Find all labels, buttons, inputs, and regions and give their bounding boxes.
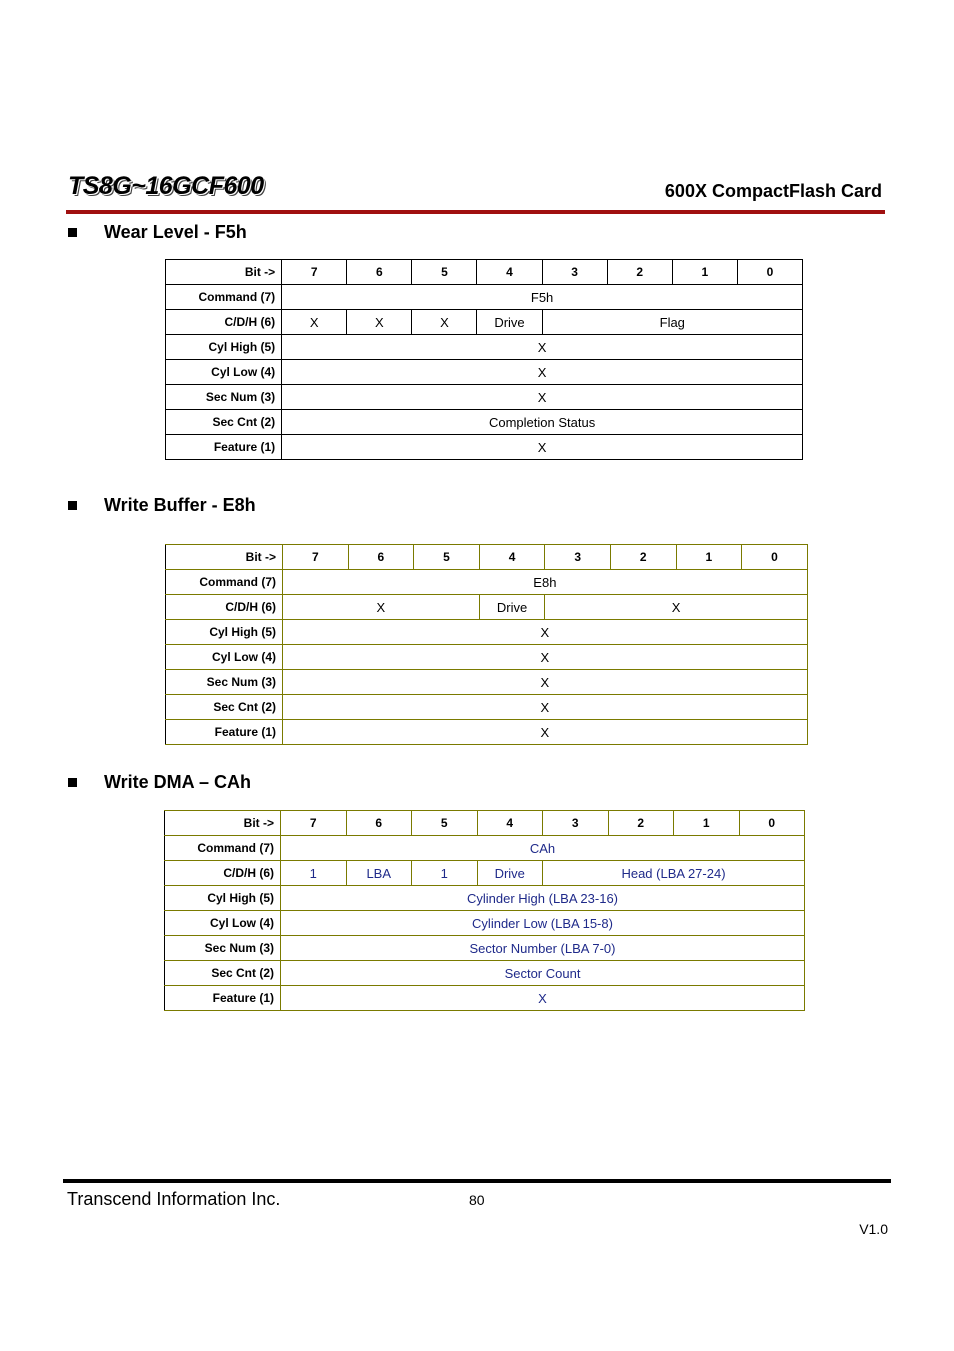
- bit-cell: 3: [543, 811, 609, 836]
- row-label: C/D/H (6): [166, 595, 283, 620]
- row-label: Cyl Low (4): [166, 645, 283, 670]
- row-label: Cyl High (5): [166, 620, 283, 645]
- bit-header-row: [166, 260, 803, 285]
- table-row: [166, 645, 808, 670]
- bullet-icon: [68, 228, 77, 237]
- section-heading-write-dma: [68, 772, 251, 793]
- register-value: Sector Count: [281, 961, 805, 986]
- row-label: Sec Cnt (2): [165, 961, 281, 986]
- bit-cell: 7: [283, 545, 349, 570]
- bit-cell: 2: [607, 260, 672, 285]
- bullet-icon: [68, 501, 77, 510]
- table-row: [166, 410, 803, 435]
- section-heading-wear-level: [68, 222, 247, 243]
- row-label: Command (7): [165, 836, 281, 861]
- header-rule: [66, 210, 885, 214]
- table-row: [165, 961, 805, 986]
- row-label: Sec Num (3): [166, 385, 282, 410]
- bit-label: Bit ->: [165, 811, 281, 836]
- table-row: [165, 986, 805, 1011]
- row-label: Sec Cnt (2): [166, 695, 283, 720]
- document-title: TS8G~16GCF600: [68, 172, 264, 200]
- write-dma-register-table: [164, 810, 805, 1011]
- document-version: V1.0: [859, 1221, 888, 1237]
- table-row: [165, 886, 805, 911]
- register-value: 1: [281, 861, 347, 886]
- row-label: C/D/H (6): [165, 861, 281, 886]
- table-row: [166, 620, 808, 645]
- register-value: X: [282, 435, 803, 460]
- bit-cell: 5: [412, 811, 478, 836]
- bit-cell: 2: [608, 811, 674, 836]
- register-value: CAh: [281, 836, 805, 861]
- table-row: [166, 595, 808, 620]
- section-heading-text: Wear Level - F5h: [104, 222, 247, 242]
- register-value: Completion Status: [282, 410, 803, 435]
- register-value: 1: [412, 861, 478, 886]
- table-row: [165, 936, 805, 961]
- table-row: [166, 285, 803, 310]
- register-value: X: [282, 360, 803, 385]
- row-label: Cyl High (5): [165, 886, 281, 911]
- bit-label: Bit ->: [166, 260, 282, 285]
- bit-cell: 2: [610, 545, 676, 570]
- register-value: Cylinder Low (LBA 15-8): [281, 911, 805, 936]
- register-value: X: [282, 310, 347, 335]
- table-row: [166, 695, 808, 720]
- row-label: Feature (1): [166, 435, 282, 460]
- table-row: [165, 836, 805, 861]
- row-label: Feature (1): [166, 720, 283, 745]
- row-label: C/D/H (6): [166, 310, 282, 335]
- bit-cell: 1: [672, 260, 737, 285]
- bit-cell: 6: [348, 545, 414, 570]
- row-label: Command (7): [166, 570, 283, 595]
- register-value: E8h: [283, 570, 808, 595]
- row-label: Cyl High (5): [166, 335, 282, 360]
- bit-cell: 7: [281, 811, 347, 836]
- bit-cell: 5: [414, 545, 480, 570]
- register-value: X: [412, 310, 477, 335]
- register-value: Head (LBA 27-24): [543, 861, 805, 886]
- document-subtitle: 600X CompactFlash Card: [664, 181, 882, 201]
- register-value: Cylinder High (LBA 23-16): [281, 886, 805, 911]
- table-row: [166, 360, 803, 385]
- table-row: [166, 720, 808, 745]
- register-value: Drive: [477, 861, 543, 886]
- table-row: [166, 435, 803, 460]
- section-heading-write-buffer: [68, 495, 256, 516]
- bit-cell: 4: [477, 260, 542, 285]
- register-value: LBA: [346, 861, 412, 886]
- register-value: X: [283, 670, 808, 695]
- bit-cell: 3: [542, 260, 607, 285]
- bit-cell: 4: [477, 811, 543, 836]
- register-value: Drive: [479, 595, 545, 620]
- register-value: X: [545, 595, 807, 620]
- bit-header-row: [165, 811, 805, 836]
- row-label: Sec Cnt (2): [166, 410, 282, 435]
- bit-cell: 0: [742, 545, 808, 570]
- row-label: Cyl Low (4): [165, 911, 281, 936]
- table-row: [165, 911, 805, 936]
- bit-cell: 0: [737, 260, 802, 285]
- section-heading-text: Write DMA – CAh: [104, 772, 252, 792]
- table-row: [166, 335, 803, 360]
- bullet-icon: [68, 778, 77, 787]
- footer-rule: [63, 1179, 891, 1183]
- bit-cell: 6: [347, 260, 412, 285]
- register-value: X: [281, 986, 805, 1011]
- bit-cell: 1: [676, 545, 742, 570]
- row-label: Sec Num (3): [165, 936, 281, 961]
- register-value: X: [282, 385, 803, 410]
- bit-header-row: [166, 545, 808, 570]
- register-value: X: [283, 720, 808, 745]
- table-row: [166, 570, 808, 595]
- bit-cell: 5: [412, 260, 477, 285]
- register-value: X: [283, 695, 808, 720]
- wear-level-register-table: [165, 259, 803, 460]
- register-value: F5h: [282, 285, 803, 310]
- register-value: Sector Number (LBA 7-0): [281, 936, 805, 961]
- table-row: [166, 670, 808, 695]
- table-row: [166, 385, 803, 410]
- row-label: Sec Num (3): [166, 670, 283, 695]
- table-row: [165, 861, 805, 886]
- row-label: Cyl Low (4): [166, 360, 282, 385]
- bit-cell: 1: [674, 811, 740, 836]
- section-heading-text: Write Buffer - E8h: [104, 495, 256, 515]
- register-value: X: [282, 335, 803, 360]
- register-value: X: [283, 595, 480, 620]
- bit-label: Bit ->: [166, 545, 283, 570]
- register-value: Flag: [542, 310, 802, 335]
- bit-cell: 7: [282, 260, 347, 285]
- register-value: X: [283, 620, 808, 645]
- bit-cell: 3: [545, 545, 611, 570]
- bit-cell: 0: [739, 811, 805, 836]
- page-number: 80: [469, 1192, 485, 1208]
- table-row: [166, 310, 803, 335]
- register-value: Drive: [477, 310, 542, 335]
- bit-cell: 6: [346, 811, 412, 836]
- row-label: Feature (1): [165, 986, 281, 1011]
- register-value: X: [347, 310, 412, 335]
- footer-company: Transcend Information Inc.: [67, 1189, 281, 1209]
- write-buffer-register-table: [165, 544, 808, 745]
- bit-cell: 4: [479, 545, 545, 570]
- register-value: X: [283, 645, 808, 670]
- row-label: Command (7): [166, 285, 282, 310]
